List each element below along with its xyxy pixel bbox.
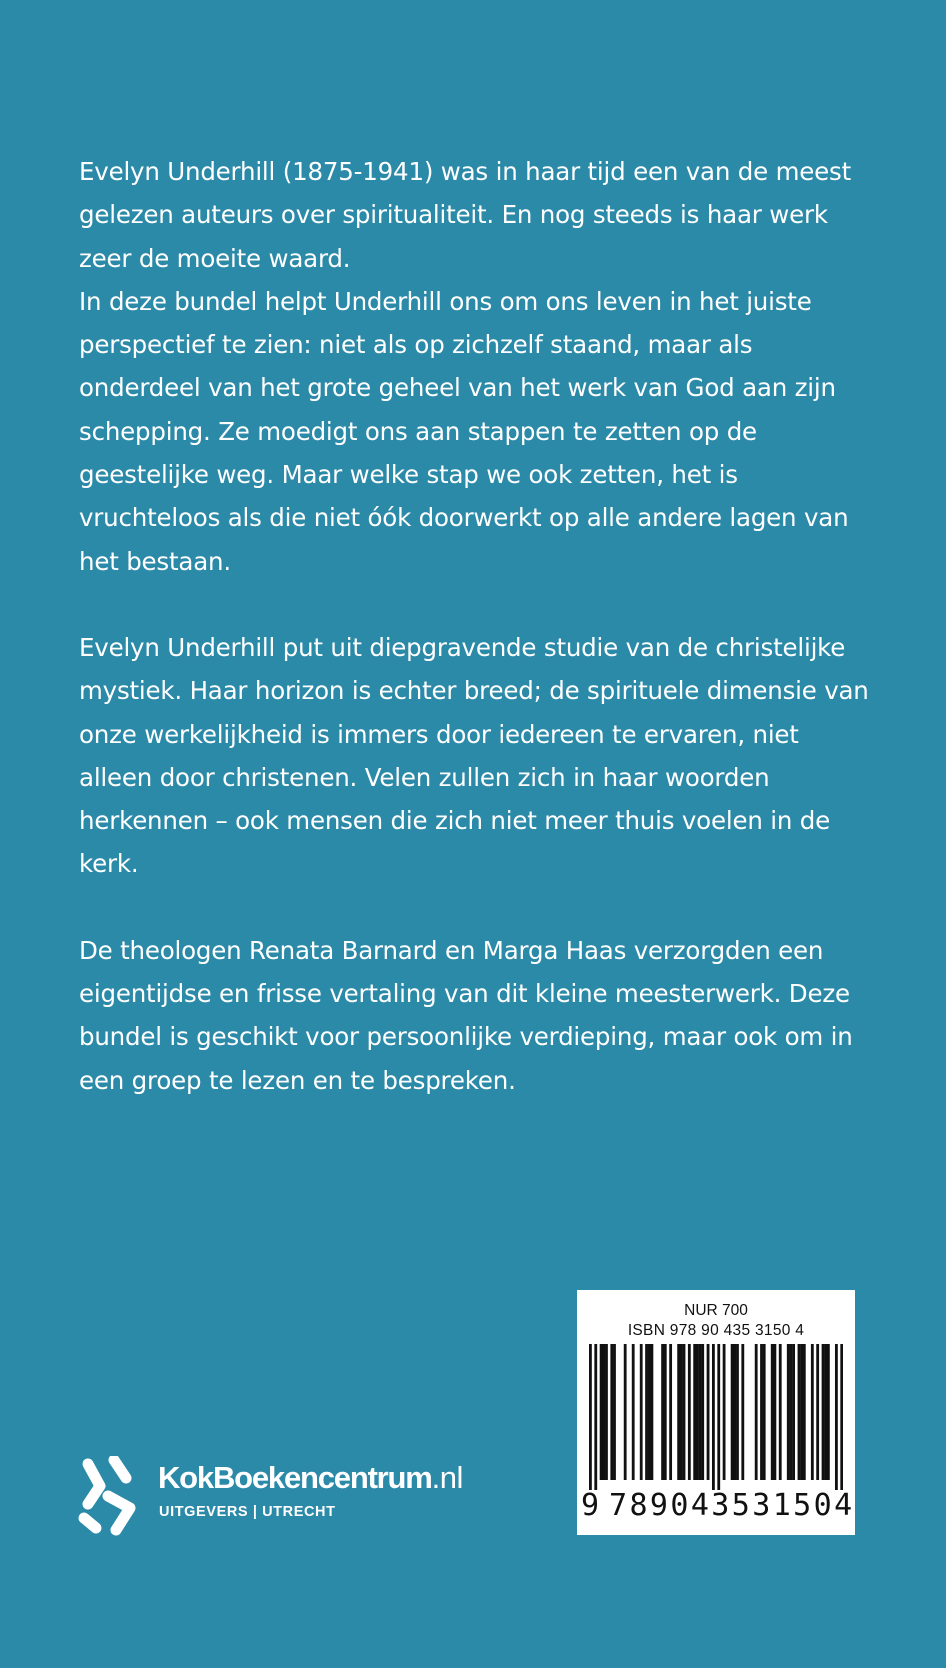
barcode-bar xyxy=(803,1344,806,1480)
barcode-bar xyxy=(701,1344,704,1480)
publisher-name xyxy=(158,1460,463,1496)
publisher-name-text: KokBoekencentrum xyxy=(158,1460,432,1495)
barcode-bar xyxy=(779,1344,782,1480)
barcode-bar xyxy=(661,1344,664,1480)
barcode-bar xyxy=(763,1344,766,1480)
barcode-bar xyxy=(600,1344,603,1480)
barcode-bar xyxy=(696,1344,699,1480)
barcode-bar xyxy=(594,1344,597,1490)
barcode-box xyxy=(577,1290,855,1535)
barcode-bar xyxy=(800,1344,803,1480)
barcode-bar xyxy=(822,1344,825,1480)
barcode-bar xyxy=(824,1344,827,1480)
barcode-bar xyxy=(771,1344,774,1480)
publisher-domain-suffix: .nl xyxy=(431,1460,463,1495)
barcode-bar xyxy=(712,1344,715,1490)
barcode-bar xyxy=(787,1344,790,1480)
blurb-paragraph-4: De theologen Renata Barnard en Marga Haas verzorgden een eigentijdse en frisse vertaling van dit kleine meesterwerk. Deze bundel is geschikt voor persoonlijke verdieping, maar ook om in een groep te lezen en te bespreken. xyxy=(79,935,853,1095)
barcode-digits-rest: 789043531504 xyxy=(609,1488,855,1523)
barcode-bar xyxy=(741,1344,744,1480)
barcode-bar xyxy=(624,1344,627,1480)
barcode-bar xyxy=(683,1344,686,1480)
barcode-bar xyxy=(731,1344,734,1480)
barcode-bar xyxy=(827,1344,830,1480)
barcode-bar xyxy=(816,1344,819,1480)
barcode-bar xyxy=(648,1344,651,1480)
barcode-bar xyxy=(664,1344,667,1480)
barcode-bar xyxy=(707,1344,710,1480)
barcode-bar xyxy=(755,1344,758,1480)
barcode-bar xyxy=(760,1344,763,1480)
barcode-bar xyxy=(677,1344,680,1480)
barcode-bar xyxy=(669,1344,672,1480)
nur-code: NUR 700 xyxy=(684,1302,748,1319)
barcode-bar xyxy=(733,1344,736,1480)
barcode-bar xyxy=(717,1344,720,1490)
barcode-bar xyxy=(811,1344,814,1480)
barcode-bars xyxy=(589,1344,843,1490)
barcode-bar xyxy=(680,1344,683,1480)
blurb-paragraph-2: In deze bundel helpt Underhill ons om ons leven in het juiste perspectief te zien: niet als op zichzelf staand, maar als onderdeel van het grote geheel van het werk van God aan zijn schepping. Ze moedigt ons aan stappen te zetten op de geestelijke weg. Maar welke stap we ook zetten, het is vruchteloos als die niet óók doorwerkt op alle andere lagen van het bestaan. xyxy=(79,286,849,576)
barcode-bar xyxy=(610,1344,613,1480)
blurb-paragraph-1: Evelyn Underhill (1875-1941) was in haar tijd een van de meest gelezen auteurs over spiritualiteit. En nog steeds is haar werk zeer de moeite waard. xyxy=(79,157,851,273)
barcode-bar xyxy=(693,1344,696,1480)
barcode-bar xyxy=(723,1344,726,1480)
publisher-logo xyxy=(78,1456,538,1536)
isbn-number: ISBN 978 90 435 3150 4 xyxy=(627,1322,805,1339)
barcode-bar xyxy=(840,1344,843,1490)
barcode-bar xyxy=(773,1344,776,1480)
barcode-bar xyxy=(650,1344,653,1480)
barcode-bar xyxy=(688,1344,691,1480)
barcode-digit-first: 9 xyxy=(581,1488,600,1523)
barcode-bar xyxy=(640,1344,643,1480)
barcode-bar xyxy=(835,1344,838,1490)
barcode-bar xyxy=(736,1344,739,1480)
barcode-bar xyxy=(645,1344,648,1480)
kok-star-icon xyxy=(78,1456,142,1536)
barcode-bar xyxy=(589,1344,592,1490)
blurb-paragraph-3: Evelyn Underhill put uit diepgravende studie van de christelijke mystiek. Haar horizon is echter breed; de spirituele dimensie van onze werkelijkheid is immers door iedereen te ervaren, niet alleen door christenen. Velen zullen zich in haar woorden herkennen – ook mensen die zich niet meer thuis voelen in de kerk. xyxy=(79,632,869,879)
barcode-bar xyxy=(632,1344,635,1480)
barcode-bar xyxy=(602,1344,605,1480)
barcode-bar xyxy=(699,1344,702,1480)
barcode-bar xyxy=(792,1344,795,1480)
back-cover-blurb xyxy=(79,150,879,1102)
barcode-bar xyxy=(613,1344,616,1480)
publisher-tagline: UITGEVERS | UTRECHT xyxy=(159,1504,336,1520)
barcode-bar xyxy=(790,1344,793,1480)
barcode-bar xyxy=(798,1344,801,1480)
barcode-bar xyxy=(605,1344,608,1480)
